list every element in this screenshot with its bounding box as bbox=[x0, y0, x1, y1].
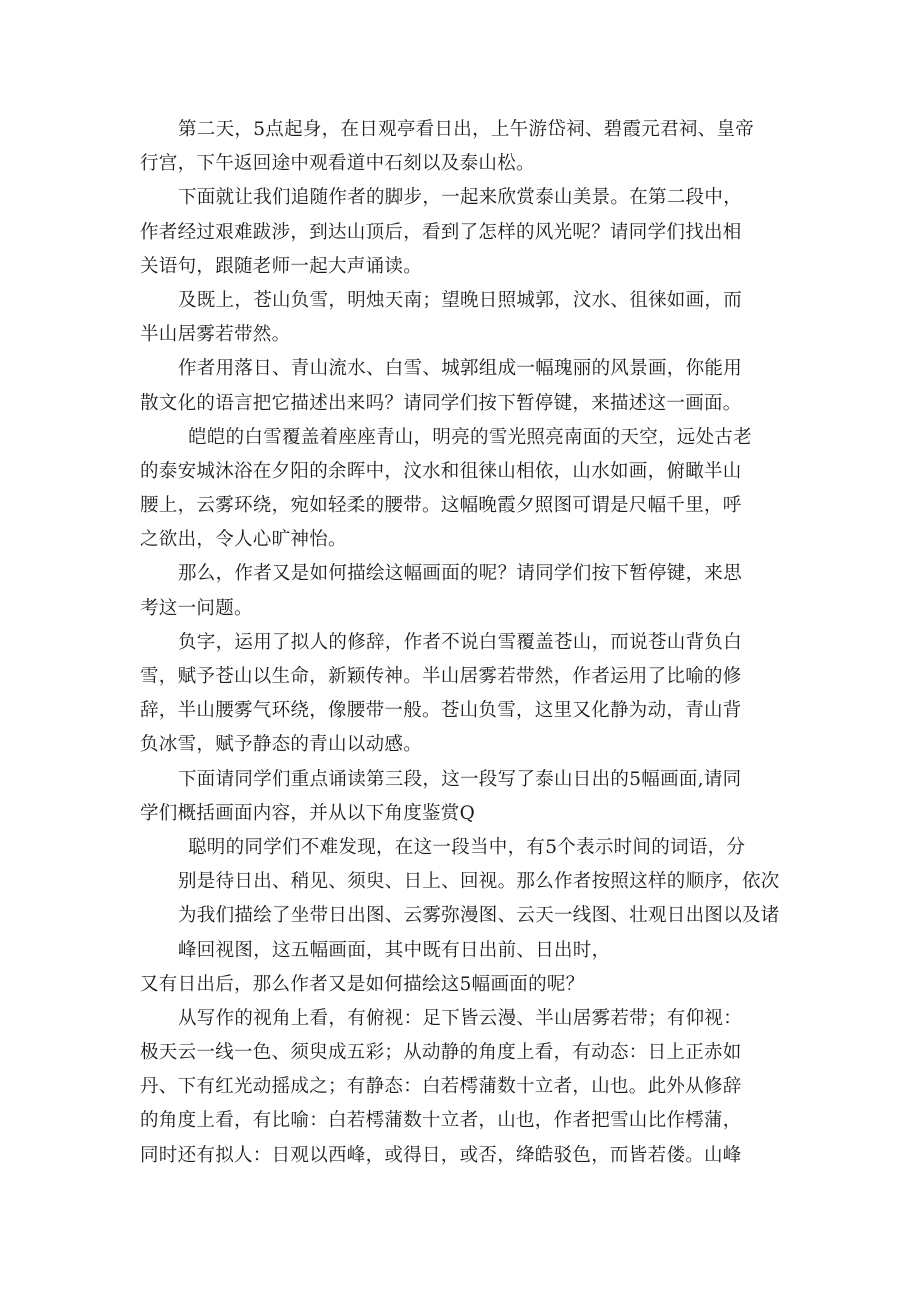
text-line: 下面请同学们重点诵读第三段，这一段写了泰山日出的5幅画面,请同 bbox=[178, 768, 742, 790]
text-line: 那么，作者又是如何描绘这幅画面的呢？请同学们按下暂停键，来思 bbox=[178, 563, 743, 585]
text-line: 聪明的同学们不难发现，在这一段当中，有5个表示时间的词语，分 bbox=[188, 836, 746, 858]
text-line: 及既上，苍山负雪，明烛天南；望晚日照城郭，汶水、徂徕如画，而 bbox=[178, 289, 743, 311]
text-line: 散文化的语言把它描述出来吗？请同学们按下暂停键，来描述这一画面。 bbox=[140, 392, 742, 414]
text-line: 丹、下有红光动摇成之；有静态：白若樗蒲数十立者，山也。此外从修辞 bbox=[140, 1076, 742, 1098]
text-line: 作者用落日、青山流水、白雪、城郭组成一幅瑰丽的风景画，你能用 bbox=[178, 358, 743, 380]
text-line: 腰上，云雾环绕，宛如轻柔的腰带。这幅晚霞夕照图可谓是尺幅千里，呼 bbox=[140, 495, 742, 517]
text-line: 皑皑的白雪覆盖着座座青山，明亮的雪光照亮南面的天空，远处古老 bbox=[188, 426, 753, 448]
text-line: 又有日出后，那么作者又是如何描绘这5幅画面的呢？ bbox=[140, 973, 585, 995]
text-line: 的角度上看，有比喻：白若樗蒲数十立者，山也，作者把雪山比作樗蒲， bbox=[140, 1110, 742, 1132]
document-body bbox=[140, 113, 800, 1173]
text-line: 作者经过艰难跋涉，到达山顶后，看到了怎样的风光呢？请同学们找出相 bbox=[140, 221, 742, 243]
text-line: 极天云一线一色、须臾成五彩；从动静的角度上看，有动态：日上正赤如 bbox=[140, 1042, 742, 1064]
text-line: 行宫，下午返回途中观看道中石刻以及泰山松。 bbox=[140, 153, 535, 175]
text-line: 峰回视图，这五幅画面，其中既有日出前、日出时， bbox=[178, 939, 611, 961]
text-line: 之欲出，令人心旷神怡。 bbox=[140, 529, 347, 551]
text-line: 负冰雪，赋予静态的青山以动感。 bbox=[140, 734, 423, 756]
text-line: 考这一问题。 bbox=[140, 597, 253, 619]
text-line: 半山居雾若带然。 bbox=[140, 324, 291, 346]
text-line: 同时还有拟人：日观以西峰，或得日，或否，绛皓驳色，而皆若偻。山峰 bbox=[140, 1144, 742, 1166]
text-line: 学们概括画面内容，并从以下角度鉴赏Q bbox=[140, 802, 476, 824]
text-line: 关语句，跟随老师一起大声诵读。 bbox=[140, 255, 423, 277]
text-line: 别是待日出、稍见、须臾、日上、回视。那么作者按照这样的顺序，依次 bbox=[178, 871, 780, 893]
text-line: 为我们描绘了坐带日出图、云雾弥漫图、云天一线图、壮观日出图以及诸 bbox=[178, 905, 780, 927]
text-line: 从写作的视角上看，有俯视：足下皆云漫、半山居雾若带；有仰视： bbox=[178, 1007, 743, 1029]
text-line: 辞，半山腰雾气环绕，像腰带一般。苍山负雪，这里又化静为动，青山背 bbox=[140, 700, 742, 722]
text-line: 负字，运用了拟人的修辞，作者不说白雪覆盖苍山，而说苍山背负白 bbox=[178, 631, 743, 653]
text-line: 第二天，5点起身，在日观亭看日出，上午游岱祠、碧霞元君祠、皇帝 bbox=[178, 119, 755, 140]
text-line: 下面就让我们追随作者的脚步，一起来欣赏泰山美景。在第二段中， bbox=[178, 187, 743, 209]
text-line: 雪，赋予苍山以生命，新颖传神。半山居雾若带然，作者运用了比喻的修 bbox=[140, 666, 742, 687]
text-line: 的泰安城沐浴在夕阳的余晖中，汶水和徂徕山相依，山水如画，俯瞰半山 bbox=[140, 460, 742, 482]
